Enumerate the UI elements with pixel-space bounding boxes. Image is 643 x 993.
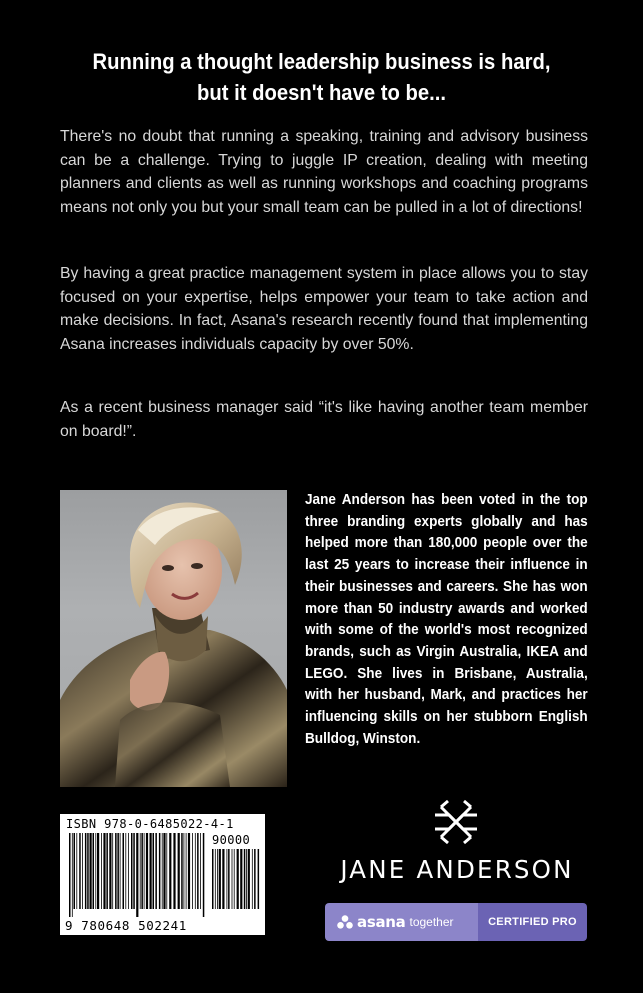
bio-line: influencing skills on her stubborn English bbox=[305, 709, 588, 726]
barcode-number: 9 780648 502241 bbox=[65, 918, 187, 933]
paragraph-line: As a recent business manager said “it's like having another team member bbox=[60, 399, 588, 416]
paragraph-line: planners and clients as well as running workshops and coaching programs bbox=[60, 175, 588, 192]
bio-line: their businesses and careers. She has won bbox=[305, 578, 588, 595]
headline-line-2: but it doesn't have to be... bbox=[197, 80, 446, 105]
paragraph-line: focused on your expertise, helps empower your team to take action and bbox=[60, 288, 588, 306]
isbn-barcode bbox=[60, 814, 265, 935]
brand-logo-icon bbox=[433, 799, 479, 845]
paragraph-line: There's no doubt that running a speaking, training and advisory business bbox=[60, 128, 588, 145]
paragraph-line: make decisions. In fact, Asana's research recently found that implementing bbox=[60, 312, 588, 329]
quote-paragraph bbox=[60, 396, 588, 443]
paragraph-line: can be a challenge. Trying to juggle IP creation, dealing with meeting bbox=[60, 151, 588, 169]
headline-line-1: Running a thought leadership business is hard, bbox=[92, 49, 551, 74]
asana-logo-icon bbox=[337, 915, 353, 929]
bio-line: more than 50 industry awards and worked bbox=[305, 600, 588, 617]
bio-line: with her husband, Mark, and practices her bbox=[305, 687, 588, 704]
asana-wordmark: asana bbox=[357, 913, 406, 931]
asana-together-label: together bbox=[409, 915, 454, 929]
system-paragraph bbox=[60, 262, 588, 356]
bio-line: helped more than 180,000 people over the bbox=[305, 535, 588, 552]
bio-line: Jane Anderson has been voted in the top bbox=[305, 492, 588, 508]
intro-paragraph bbox=[60, 125, 588, 219]
paragraph-line: Asana increases individuals capacity by over 50%. bbox=[60, 335, 414, 353]
author-portrait-illustration bbox=[60, 490, 287, 787]
certified-pro-label: CERTIFIED PRO bbox=[478, 903, 587, 941]
bio-line: Bulldog, Winston. bbox=[305, 730, 421, 747]
paragraph-line: means not only you but your small team can be pulled in a lot of directions! bbox=[60, 198, 583, 216]
isbn-text: ISBN 978-0-6485022-4-1 bbox=[66, 817, 234, 831]
barcode-addon-number: 90000 bbox=[212, 833, 251, 847]
brand-name: JANE ANDERSON bbox=[340, 855, 574, 884]
paragraph-line: By having a great practice management system in place allows you to stay bbox=[60, 265, 588, 282]
bio-line: brands, such as Virgin Australia, IKEA and bbox=[305, 643, 588, 660]
barcode-addon-bars bbox=[211, 849, 261, 917]
back-cover-headline bbox=[32, 46, 611, 108]
barcode-bars bbox=[68, 833, 206, 917]
bio-line: last 25 years to increase their influence in bbox=[305, 557, 588, 574]
author-photo bbox=[60, 490, 287, 787]
bio-line: LEGO. She lives in Brisbane, Australia, bbox=[305, 665, 588, 682]
bio-line: three branding experts globally and has bbox=[305, 513, 588, 530]
bio-line: with some of the world's most recognized bbox=[305, 622, 588, 639]
author-bio bbox=[305, 490, 588, 750]
asana-together-panel bbox=[325, 903, 478, 941]
paragraph-line: on board!”. bbox=[60, 422, 137, 440]
asana-certified-badge bbox=[325, 903, 587, 941]
